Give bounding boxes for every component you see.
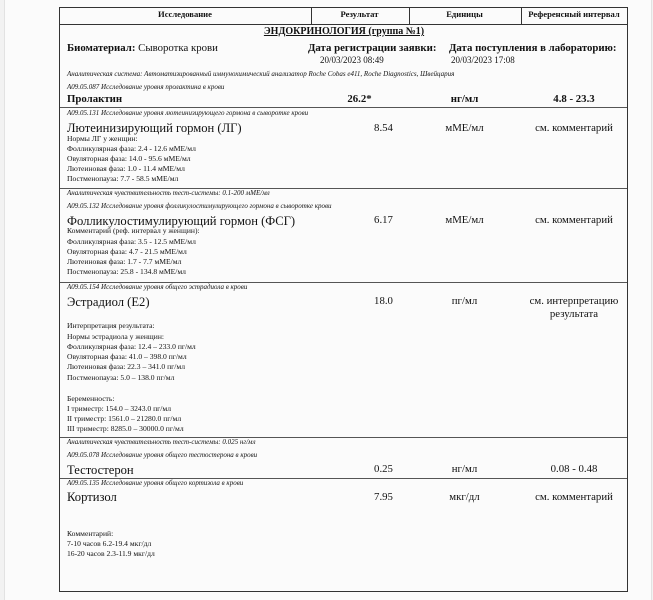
- estradiol-note: Фолликулярная фаза: 12.4 – 233.0 пг/мл: [67, 342, 196, 351]
- registration-label: Дата регистрации заявки:: [308, 42, 437, 54]
- fsh-name: Фолликулостимулирующий гормон (ФСГ): [67, 214, 296, 228]
- testosterone-result: 0.25: [374, 463, 393, 475]
- testosterone-name: Тестостерон: [67, 463, 134, 477]
- estradiol-pregnancy: I триместр: 154.0 – 3243.0 пг/мл: [67, 404, 171, 413]
- header-result: Результат: [340, 9, 379, 19]
- prolactin-ref: 4.8 - 23.3: [553, 93, 595, 105]
- estradiol-ref-line2: результата: [549, 308, 599, 320]
- header-ref: Референсный интервал: [528, 9, 620, 19]
- header-units: Единицы: [446, 9, 483, 19]
- header-study: Исследование: [158, 9, 212, 19]
- estradiol-note: Интерпретация результата:: [67, 321, 155, 330]
- estradiol-pregnancy: III триместр: 8285.0 – 30000.0 пг/мл: [67, 424, 184, 433]
- fsh-sensitivity: Аналитическая чувствительность тест-системы: 0.1-200 мМЕ/мл: [67, 189, 270, 197]
- fsh-note: Комментарий (реф. интервал у женщин):: [67, 226, 200, 235]
- lh-note: Лютеиновая фаза: 1.0 - 11.4 мМЕ/мл: [67, 164, 185, 173]
- fsh-note: Лютеиновая фаза: 1.7 - 7.7 мМЕ/мл: [67, 257, 182, 266]
- fsh-note: Постменопауза: 25.8 - 134.8 мМЕ/мл: [67, 267, 186, 276]
- estradiol-pregnancy: II триместр: 1561.0 – 21280.0 пг/мл: [67, 414, 182, 423]
- lh-result: 8.54: [374, 122, 393, 134]
- estradiol-name: Эстрадиол (Е2): [67, 295, 150, 309]
- lh-note: Нормы ЛГ у женщин:: [67, 134, 138, 143]
- estradiol-note: Нормы эстрадиола у женщин:: [67, 332, 165, 341]
- prolactin-name: Пролактин: [67, 93, 123, 105]
- analyzer-info: Аналитическая система: Автоматизированный иммунохимический анализатор Roche Cobas e411, Roche Diagnostics, Швейцария: [67, 70, 455, 78]
- cortisol-note: 16-20 часов 2.3-11.9 мкг/дл: [67, 549, 155, 558]
- testosterone-code: A09.05.078 Исследование уровня общего тестостерона в крови: [67, 451, 258, 459]
- prolactin-code: A09.05.087 Исследование уровня пролактина в крови: [67, 83, 225, 91]
- lh-code: A09.05.131 Исследование уровня лютеинизирующего гормона в сыворотке крови: [67, 109, 309, 117]
- fsh-result: 6.17: [374, 214, 393, 226]
- testosterone-sensitivity: Аналитическая чувствительность тест-системы: 0.025 нг/мл: [67, 438, 256, 446]
- testosterone-units: нг/мл: [451, 463, 478, 475]
- cortisol-code: A09.05.135 Исследование уровня общего кортизола в крови: [67, 479, 244, 487]
- lh-note: Фолликулярная фаза: 2.4 - 12.6 мМЕ/мл: [67, 144, 196, 153]
- lh-ref: см. комментарий: [535, 122, 613, 134]
- lh-note: Постменопауза: 7.7 - 58.5 мМЕ/мл: [67, 174, 179, 183]
- prolactin-units: нг/мл: [450, 93, 479, 105]
- lh-units: мМЕ/мл: [445, 122, 484, 134]
- estradiol-units: пг/мл: [451, 295, 478, 307]
- estradiol-note: Постменопауза: 5.0 – 138.0 пг/мл: [67, 373, 175, 382]
- estradiol-result: 18.0: [374, 295, 393, 307]
- cortisol-note: 7-10 часов 6.2-19.4 мкг/дл: [67, 539, 152, 548]
- cortisol-units: мкг/дл: [449, 491, 480, 503]
- section-title: ЭНДОКРИНОЛОГИЯ (группа №1): [263, 26, 425, 37]
- lab-arrival-date: 20/03/2023 17:08: [451, 55, 515, 65]
- cortisol-result: 7.95: [374, 491, 393, 503]
- cortisol-ref: см. комментарий: [535, 491, 613, 503]
- testosterone-ref: 0.08 - 0.48: [550, 463, 598, 475]
- lh-note: Овуляторная фаза: 14.0 - 95.6 мМЕ/мл: [67, 154, 191, 163]
- estradiol-note: Овуляторная фаза: 41.0 – 398.0 пг/мл: [67, 352, 187, 361]
- fsh-note: Фолликулярная фаза: 3.5 - 12.5 мМЕ/мл: [67, 237, 196, 246]
- cortisol-name: Кортизол: [67, 490, 117, 504]
- lab-arrival-label: Дата поступления в лабораторию:: [449, 42, 617, 54]
- fsh-ref: см. комментарий: [535, 214, 613, 226]
- lh-name: Лютеинизирующий гормон (ЛГ): [67, 121, 242, 135]
- estradiol-code: A09.05.154 Исследование уровня общего эстрадиола в крови: [67, 283, 248, 291]
- estradiol-pregnancy: Беременность:: [67, 394, 115, 403]
- fsh-units: мМЕ/мл: [445, 214, 484, 226]
- biomaterial: Биоматериал: Сыворотка крови: [67, 42, 218, 54]
- registration-date: 20/03/2023 08:49: [320, 55, 384, 65]
- estradiol-ref-line1: см. интерпретацию: [529, 295, 619, 307]
- estradiol-note: Лютеиновая фаза: 22.3 – 341.0 пг/мл: [67, 362, 186, 371]
- fsh-note: Овуляторная фаза: 4.7 - 21.5 мМЕ/мл: [67, 247, 187, 256]
- prolactin-result: 26.2*: [347, 93, 372, 105]
- cortisol-note: Комментарий:: [67, 529, 114, 538]
- fsh-code: A09.05.132 Исследование уровня фолликулостимулирующего гормона в сыворотке крови: [67, 202, 332, 210]
